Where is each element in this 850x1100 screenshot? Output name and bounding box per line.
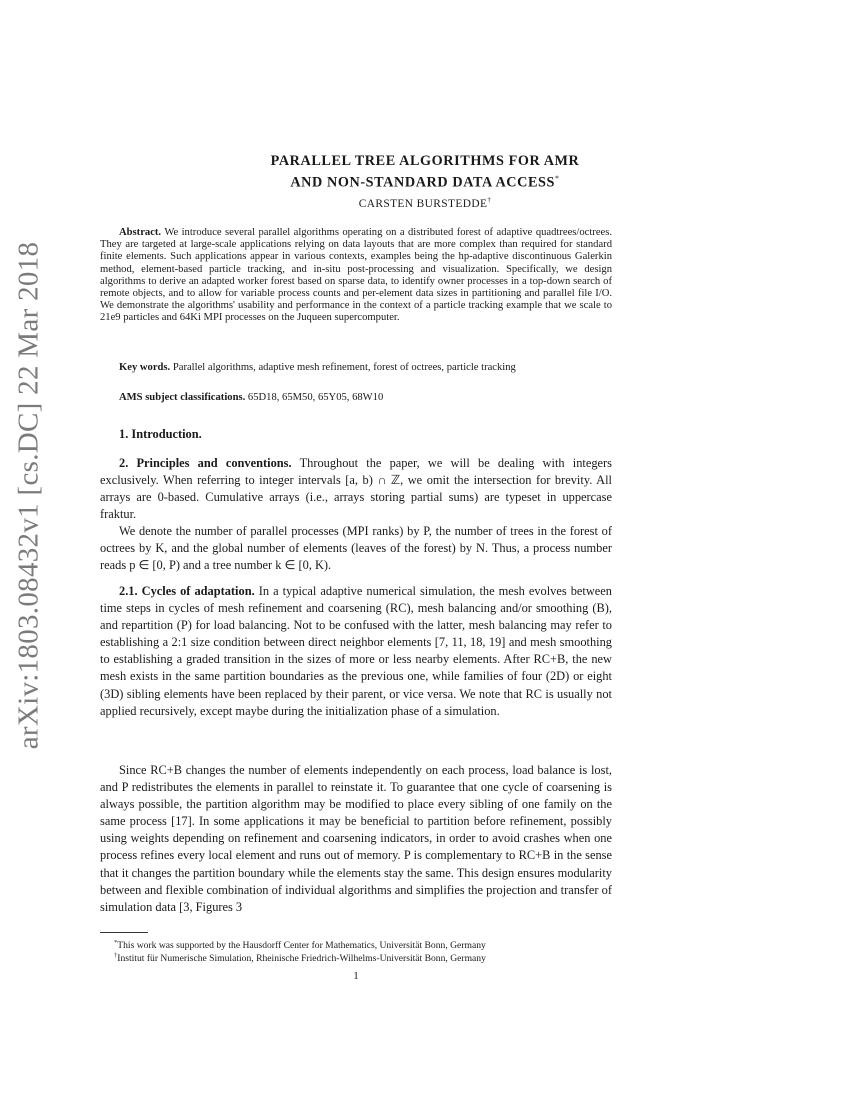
ams-classifications <box>119 392 619 404</box>
section-2-1-para-1-text: In a typical adaptive numerical simulation, the mesh evolves between time steps in cycles of mesh refinement and coarsening (RC), mesh balancing and/or smoothing (B), and repartition (P) for load balancing. Not to be confused with the latter, mesh balancing may refer to establishing a 2:1 size condition between direct neighbor elements [7, 11, 18, 19] and mesh smoothing to establishing a graded transition in the sizes of more or less nearby elements. After RC+B, the new mesh exists in the same partition boundaries as the previous one, while families of four (2D) or eight (3D) sibling elements have been replaced by their parent, or vice versa. We note that RC is usually not applied recursively, except maybe during the initialization phase of a simulation. <box>100 584 612 718</box>
footnote-1-text: This work was supported by the Hausdorff Center for Mathematics, Universität Bonn, Germany <box>117 940 486 952</box>
abstract <box>100 227 612 325</box>
section-2-title: 2. Principles and conventions. <box>119 456 292 470</box>
footnote-2 <box>100 950 612 965</box>
page-number: 1 <box>353 970 359 982</box>
arxiv-identifier-stamp <box>4 241 54 749</box>
section-1-heading <box>100 426 612 443</box>
section-2-1-para-2-text: Since RC+B changes the number of elements independently on each process, load balance is lost, and P redistributes the elements in parallel to reinstate it. To guarantee that one cycle of coarsening is always possible, the partition algorithm may be modified to place every sibling of one family on the same process [17]. In some applications it may be beneficial to partition before refinement, possibly using weights depending on refinement and coarsening indicators, in order to avoid crashes when one process refines every local element and runs out of memory. P is complementary to RC+B in the sense that it changes the partition boundary while the elements stay the same. This design ensures modularity between and flexible combination of individual algorithms and simplifies the projection and transfer of simulation data [3, Figures 3 <box>100 763 612 914</box>
footnote-2-mark: † <box>114 952 118 959</box>
paper-title <box>100 152 750 192</box>
section-2-paragraph-1 <box>100 455 612 523</box>
keywords-label: Key words. <box>119 362 171 373</box>
section-2-1-paragraph-2 <box>100 762 612 916</box>
keywords <box>119 362 619 374</box>
title-footnote-mark: * <box>555 174 560 183</box>
ams-text: 65D18, 65M50, 65Y05, 68W10 <box>247 392 384 403</box>
author-footnote-mark: † <box>487 196 492 204</box>
arxiv-identifier-text: arXiv:1803.08432v1 [cs.DC] 22 Mar 2018 <box>12 241 45 749</box>
section-2-1-paragraph-1 <box>100 583 612 720</box>
footnote-1-mark: * <box>114 939 118 946</box>
title-line-2-text: AND NON-STANDARD DATA ACCESS <box>290 174 556 191</box>
footnote-2-text: Institut für Numerische Simulation, Rheinische Friedrich-Wilhelms-Universität Bonn, Germany <box>117 953 486 965</box>
author-name <box>100 196 750 210</box>
abstract-label: Abstract. <box>119 227 162 238</box>
abstract-text: We introduce several parallel algorithms operating on a distributed forest of adaptive quadtrees/octrees. They are targeted at large-scale applications relying on data layouts that are more complex than required for standard finite elements. Such applications appear in various contexts, examples being the hp-adaptive discontinuous Galerkin method, element-based particle tracking, and in-situ post-processing and visualization. Specifically, we design algorithms to derive an adapted worker forest based on sparse data, to identify owner processes in a top-down search of remote objects, and to allow for variable process counts and per-element data sizes in partitioning and parallel file I/O. We demonstrate the algorithms' usability and performance in the context of a particle tracking example that we scale to 21e9 particles and 64Ki MPI processes on the Juqueen supercomputer. <box>100 227 612 324</box>
author-text: CARSTEN BURSTEDDE <box>358 197 488 210</box>
footnote-separator <box>100 932 148 933</box>
title-line-1: PARALLEL TREE ALGORITHMS FOR AMR <box>270 153 580 169</box>
ams-label: AMS subject classifications. <box>119 392 246 403</box>
section-1-title: 1. Introduction. <box>119 427 202 441</box>
title-line-2 <box>100 170 750 192</box>
section-2-para-2-text: We denote the number of parallel processes (MPI ranks) by P, the number of trees in the forest of octrees by K, and the global number of elements (leaves of the forest) by N. Thus, a process number reads p ∈ [0, P) and a tree number k ∈ [0, K). <box>100 524 612 573</box>
section-2-para-1-text: Throughout the paper, we will be dealing with integers exclusively. When referring to integer intervals [a, b) ∩ ℤ, we omit the intersection for brevity. All arrays are 0-based. Cumulative arrays (i.e., arrays storing partial sums) are typeset in uppercase fraktur. <box>100 456 612 522</box>
section-2-paragraph-2 <box>100 523 612 574</box>
keywords-text: Parallel algorithms, adaptive mesh refinement, forest of octrees, particle tracking <box>172 362 516 373</box>
section-2-1-title: 2.1. Cycles of adaptation. <box>119 584 255 598</box>
